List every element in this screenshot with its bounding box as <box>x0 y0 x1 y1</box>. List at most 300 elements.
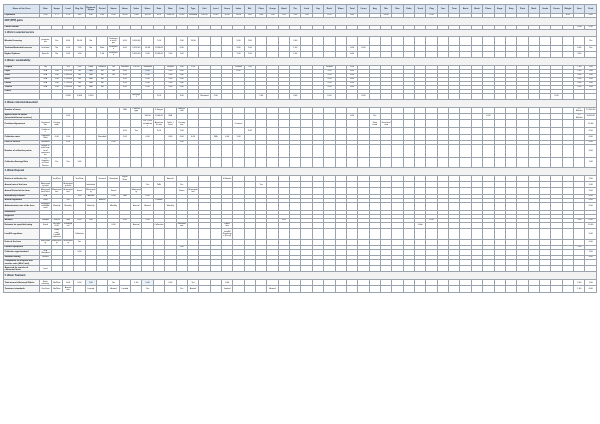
cell-r5-c4[interactable]: 7.00 <box>74 45 85 51</box>
cell-r31-c15[interactable] <box>199 202 210 210</box>
cell-r26-c17[interactable]: 3 Months <box>221 176 232 182</box>
cell-r13-c26[interactable]: 5.00 <box>324 85 335 89</box>
cell-r19-c13[interactable]: Country rate <box>176 120 187 128</box>
cell-r10-c1[interactable]: N/A <box>40 73 51 77</box>
cell-r19-c27[interactable] <box>335 120 346 128</box>
cell-r45-c18[interactable] <box>233 286 244 292</box>
cell-r0-c9[interactable]: 1.500 <box>131 13 142 17</box>
cell-r19-c49[interactable]: 14.00 <box>585 120 597 128</box>
cell-r45-c15[interactable] <box>199 286 210 292</box>
cell-r6-c1[interactable]: Specific <box>40 51 51 57</box>
cell-r31-c33[interactable] <box>403 202 414 210</box>
cell-r37-c3[interactable]: Municipality <box>63 240 73 245</box>
cell-r4-c30[interactable] <box>369 37 380 45</box>
column-header-37[interactable]: Term <box>449 5 460 14</box>
cell-r31-c12[interactable]: Monthly <box>165 202 176 210</box>
column-header-30[interactable]: Avg <box>369 5 380 14</box>
cell-r0-c3[interactable]: 0.79 <box>62 13 73 17</box>
cell-r6-c10[interactable]: 8.00 <box>142 51 153 57</box>
cell-r31-c34[interactable] <box>415 202 426 210</box>
cell-r18-c11[interactable]: 1,000.00 <box>153 113 164 119</box>
cell-r45-c11[interactable] <box>153 286 164 292</box>
cell-r18-c3[interactable]: 2.00 <box>62 113 73 119</box>
cell-r17-c9[interactable]: Contract type <box>132 108 141 113</box>
cell-r11-c3[interactable]: 1,150.00 <box>64 78 73 81</box>
cell-r31-c27[interactable] <box>335 202 346 210</box>
cell-r6-c48[interactable]: 3.00 <box>574 51 585 57</box>
cell-r9-c8[interactable]: 5.00 <box>119 69 130 73</box>
cell-r45-c5[interactable]: Limited <box>85 286 96 292</box>
cell-r4-c27[interactable] <box>335 37 346 45</box>
cell-r45-c40[interactable] <box>483 286 494 292</box>
cell-r0-c22[interactable]: 1.00 <box>278 13 289 17</box>
cell-r4-c24[interactable] <box>301 37 312 45</box>
cell-r44-c49[interactable]: 1.00 <box>585 280 597 286</box>
cell-r19-c15[interactable] <box>199 120 210 128</box>
cell-r23-c21[interactable] <box>267 144 278 157</box>
cell-r28-c3[interactable]: Municipalities <box>63 188 73 193</box>
cell-r24-c19[interactable] <box>244 157 255 168</box>
cell-r9-c6[interactable]: No <box>96 69 107 73</box>
cell-r34-c22[interactable]: 0.00 <box>278 218 289 222</box>
cell-r44-c10[interactable]: 0.00 <box>142 280 153 286</box>
cell-r45-c27[interactable] <box>335 286 346 292</box>
cell-r15-c9[interactable]: Average 1 <box>132 94 141 99</box>
cell-r45-c41[interactable] <box>494 286 505 292</box>
cell-r45-c2[interactable]: No/Rate <box>51 286 62 292</box>
cell-r4-c1[interactable]: programme <box>40 37 51 45</box>
cell-r0-c49[interactable]: 0.00 <box>585 13 597 17</box>
cell-r10-c13[interactable]: 5.00 <box>176 73 187 77</box>
cell-r27-c49[interactable]: 5.00 <box>585 182 597 188</box>
cell-r28-c5[interactable]: Municipality <box>86 188 96 193</box>
cell-r22-c7[interactable]: 0.00 <box>108 140 119 144</box>
cell-r6-c2[interactable]: No <box>51 51 62 57</box>
cell-r36-c48[interactable] <box>574 229 585 240</box>
cell-r6-c23[interactable]: 1.00 <box>290 51 301 57</box>
cell-r31-c2[interactable]: Monthly <box>51 202 62 210</box>
column-header-27[interactable]: Share <box>335 5 346 14</box>
cell-r5-c8[interactable]: 0.00 <box>119 45 130 51</box>
cell-r31-c1[interactable]: Weekly/Monthly/Annual <box>40 202 50 210</box>
cell-r31-c17[interactable] <box>221 202 232 210</box>
cell-r6-c19[interactable]: 1.00 <box>244 51 255 57</box>
cell-r31-c36[interactable] <box>437 202 448 210</box>
cell-r8-c49[interactable]: 1.00 <box>585 65 597 69</box>
cell-r19-c1[interactable]: Organisation <box>40 120 51 128</box>
cell-r5-c10[interactable]: 16.00 <box>142 45 153 51</box>
cell-r12-c48[interactable]: 5.00 <box>574 81 585 85</box>
cell-r5-c3[interactable]: 5.00 <box>62 45 73 51</box>
cell-r44-c12[interactable]: 1.00 <box>165 280 176 286</box>
cell-r4-c38[interactable] <box>460 37 471 45</box>
cell-r23-c16[interactable] <box>210 144 221 157</box>
cell-r8-c13[interactable]: 3.00 <box>176 65 187 69</box>
cell-r24-c1[interactable]: 13 Samples of Town Service <box>41 158 50 167</box>
cell-r13-c5[interactable]: N/A <box>85 85 96 89</box>
cell-r24-c17[interactable] <box>221 157 232 168</box>
cell-r6-c11[interactable]: 2,000.00 <box>153 51 164 57</box>
cell-r45-c21[interactable]: Annual <box>267 286 278 292</box>
cell-r6-c9[interactable]: 5,000.00 <box>131 51 142 57</box>
cell-r4-c48[interactable] <box>574 37 585 45</box>
cell-r39-c4[interactable]: 5.00 <box>74 249 85 255</box>
cell-r31-c16[interactable] <box>210 202 221 210</box>
row-label[interactable]: Treatment standards <box>4 286 40 292</box>
cell-r0-c7[interactable]: 0.00 <box>108 13 119 17</box>
column-header-38[interactable]: Basis <box>460 5 471 14</box>
cell-r0-c23[interactable]: 5.00 <box>290 13 301 17</box>
cell-r23-c3[interactable] <box>62 144 73 157</box>
column-header-35[interactable]: Flag <box>426 5 437 14</box>
cell-r0-c35[interactable]: 0.00 <box>426 13 437 17</box>
cell-r5-c28[interactable]: 0.00 <box>346 45 357 51</box>
cell-r19-c22[interactable] <box>278 120 289 128</box>
cell-r4-c5[interactable]: No <box>85 37 96 45</box>
cell-r8-c9[interactable]: 100.00 <box>131 65 142 69</box>
cell-r4-c25[interactable] <box>312 37 323 45</box>
row-label[interactable]: Annual Period of the form <box>4 188 40 194</box>
cell-r13-c28[interactable]: 0.00 <box>346 85 357 89</box>
column-header-34[interactable]: Trend <box>415 5 426 14</box>
column-header-15[interactable]: Unit <box>199 5 210 14</box>
cell-r36-c10[interactable] <box>142 229 153 240</box>
cell-r29-c8[interactable]: N/A <box>119 194 130 198</box>
cell-r24-c37[interactable] <box>449 157 460 168</box>
cell-r4-c39[interactable] <box>471 37 482 45</box>
column-header-7[interactable]: Status <box>108 5 119 14</box>
cell-r45-c24[interactable] <box>301 286 312 292</box>
row-label[interactable]: Landfill regulation <box>4 229 40 240</box>
cell-r4-c8[interactable]: 0.00 <box>119 37 130 45</box>
cell-r0-c1[interactable]: 0.00 <box>40 13 51 17</box>
cell-r44-c9[interactable]: 1.00 <box>131 280 142 286</box>
cell-r4-c43[interactable] <box>517 37 528 45</box>
row-label[interactable]: Annual regulation <box>4 198 40 202</box>
cell-r31-c35[interactable] <box>426 202 437 210</box>
cell-r4-c33[interactable] <box>403 37 414 45</box>
cell-r4-c47[interactable] <box>562 37 573 45</box>
row-label[interactable]: Prepaid <box>4 65 40 69</box>
cell-r36-c43[interactable] <box>517 229 528 240</box>
cell-r15-c26[interactable]: 0.00 <box>324 93 335 99</box>
cell-r24-c26[interactable] <box>324 157 335 168</box>
cell-r35-c1[interactable]: Fixed <box>40 222 51 228</box>
cell-r10-c49[interactable]: 1.00 <box>585 73 597 77</box>
cell-r36-c41[interactable] <box>494 229 505 240</box>
cell-r45-c39[interactable] <box>471 286 482 292</box>
cell-r19-c39[interactable] <box>471 120 482 128</box>
cell-r12-c1[interactable]: N/A <box>40 81 51 85</box>
cell-r19-c29[interactable] <box>358 120 369 128</box>
cell-r4-c6[interactable] <box>96 37 107 45</box>
cell-r44-c48[interactable]: 5.00 <box>574 280 585 286</box>
cell-r36-c17[interactable]: Landfill Regulation (Level) <box>221 229 232 240</box>
cell-r0-c4[interactable]: 3.40 <box>74 13 85 17</box>
cell-r23-c8[interactable] <box>119 144 130 157</box>
cell-r19-c43[interactable] <box>517 120 528 128</box>
cell-r19-c26[interactable] <box>324 120 335 128</box>
cell-r23-c36[interactable] <box>437 144 448 157</box>
cell-r10-c28[interactable]: 0.00 <box>346 73 357 77</box>
cell-r31-c28[interactable] <box>346 202 357 210</box>
cell-r13-c3[interactable]: 1,400.00 <box>64 86 73 89</box>
cell-r23-c42[interactable] <box>505 144 516 157</box>
cell-r45-c29[interactable] <box>358 286 369 292</box>
cell-r45-c17[interactable]: Limited <box>221 286 232 292</box>
cell-r24-c10[interactable] <box>142 157 153 168</box>
cell-r9-c49[interactable]: 1.00 <box>585 69 597 73</box>
column-header-16[interactable]: Level <box>210 5 221 14</box>
column-header-49[interactable]: Final <box>585 5 597 14</box>
cell-r4-c15[interactable] <box>199 37 210 45</box>
row-label[interactable]: Agreed rates on labour (household-based services) <box>4 113 40 119</box>
cell-r36-c15[interactable] <box>199 229 210 240</box>
cell-r23-c11[interactable] <box>153 144 164 157</box>
cell-r19-c24[interactable] <box>301 120 312 128</box>
column-header-24[interactable]: Limit <box>301 5 312 14</box>
row-label[interactable]: Metal <box>4 77 40 81</box>
cell-r20-c8[interactable]: 5.00 <box>119 128 130 134</box>
cell-r19-c42[interactable] <box>505 120 516 128</box>
cell-r31-c19[interactable] <box>244 202 255 210</box>
row-label[interactable]: Annual rate of the form <box>4 182 40 188</box>
cell-r12-c5[interactable]: N/A <box>85 81 96 85</box>
cell-r27-c10[interactable]: Yes <box>142 182 153 188</box>
cell-r31-c32[interactable] <box>392 202 403 210</box>
cell-r11-c12[interactable]: 2.00 <box>165 77 176 81</box>
cell-r22-c13[interactable]: 5.00 <box>176 140 187 144</box>
cell-r15-c15[interactable]: Standard <box>199 93 210 99</box>
cell-r24-c18[interactable] <box>233 157 244 168</box>
cell-r44-c14[interactable]: Yes <box>187 280 198 286</box>
cell-r28-c49[interactable]: 5.00 <box>585 188 597 194</box>
column-header-41[interactable]: Stage <box>494 5 505 14</box>
cell-r2-c48[interactable]: 75.00 <box>574 25 585 29</box>
cell-r36-c2[interactable]: Fixed rate/ Landfill collection <box>52 229 61 239</box>
cell-r36-c12[interactable] <box>165 229 176 240</box>
cell-r6-c12[interactable]: 1.00 <box>165 51 176 57</box>
cell-r17-c49[interactable]: 12,000.00 <box>585 107 597 113</box>
cell-r0-c19[interactable]: 3.00 <box>244 13 255 17</box>
cell-r0-c12[interactable]: 5000.00 <box>166 14 175 17</box>
cell-r24-c4[interactable]: 1.00 <box>74 157 85 168</box>
cell-r23-c15[interactable] <box>199 144 210 157</box>
cell-r20-c9[interactable]: Yes <box>131 128 142 134</box>
cell-r19-c8[interactable] <box>119 120 130 128</box>
column-header-48[interactable]: Sum <box>574 5 585 14</box>
cell-r4-c2[interactable]: Yes <box>51 37 62 45</box>
cell-r44-c2[interactable]: No/Rate <box>51 280 62 286</box>
cell-r45-c43[interactable] <box>517 286 528 292</box>
cell-r12-c26[interactable]: 5.00 <box>324 81 335 85</box>
cell-r21-c12[interactable]: 0.00 <box>165 134 176 140</box>
cell-r4-c13[interactable]: 2.00 <box>176 37 187 45</box>
cell-r15-c5[interactable]: 5,050 <box>85 93 96 99</box>
cell-r4-c31[interactable] <box>380 37 391 45</box>
cell-r6-c3[interactable]: 5.00 <box>62 51 73 57</box>
cell-r15-c13[interactable]: 3.00 <box>176 93 187 99</box>
cell-r9-c12[interactable]: 2.00 <box>165 69 176 73</box>
cell-r21-c16[interactable]: N/A <box>210 134 221 140</box>
cell-r12-c10[interactable]: 0.00 <box>142 81 153 85</box>
cell-r19-c20[interactable] <box>256 120 267 128</box>
cell-r26-c2[interactable]: Yes/Rate <box>51 176 62 182</box>
cell-r19-c33[interactable] <box>403 120 414 128</box>
cell-r45-c26[interactable] <box>324 286 335 292</box>
cell-r34-c3[interactable]: N/A <box>62 218 73 222</box>
cell-r45-c33[interactable] <box>403 286 414 292</box>
cell-r19-c45[interactable] <box>540 120 551 128</box>
cell-r10-c5[interactable]: N/A <box>85 73 96 77</box>
cell-r18-c12[interactable]: N/A <box>165 113 176 119</box>
cell-r39-c1[interactable]: N/A Standard <box>41 250 50 255</box>
cell-r10-c8[interactable]: 5.00 <box>119 73 130 77</box>
row-label[interactable]: Estimate for specified rating <box>4 222 40 228</box>
cell-r20-c49[interactable]: 0.50 <box>585 128 597 134</box>
cell-r45-c44[interactable] <box>528 286 539 292</box>
column-header-6[interactable]: Period <box>96 5 107 14</box>
cell-r4-c9[interactable]: 5,000.00 <box>131 37 142 45</box>
cell-r5-c5[interactable]: No <box>85 45 96 51</box>
cell-r36-c4[interactable]: Collection <box>74 229 85 240</box>
cell-r24-c29[interactable] <box>358 157 369 168</box>
cell-r24-c43[interactable] <box>517 157 528 168</box>
cell-r6-c4[interactable]: 1.00 <box>74 51 85 57</box>
cell-r18-c49[interactable]: 8,000.00 <box>585 113 597 119</box>
cell-r24-c12[interactable] <box>165 157 176 168</box>
cell-r31-c29[interactable] <box>358 202 369 210</box>
row-label[interactable]: Population <box>4 13 40 17</box>
cell-r29-c4[interactable]: 1.00 <box>74 194 85 198</box>
cell-r45-c9[interactable] <box>131 286 142 292</box>
column-header-19[interactable]: Ref. <box>244 5 255 14</box>
cell-r4-c35[interactable] <box>426 37 437 45</box>
cell-r45-c31[interactable] <box>380 286 391 292</box>
cell-r23-c39[interactable] <box>471 144 482 157</box>
cell-r17-c11[interactable]: 5 Stages <box>153 107 164 113</box>
column-header-12[interactable]: Rate <box>165 5 176 14</box>
cell-r19-c17[interactable] <box>221 120 232 128</box>
cell-r36-c20[interactable] <box>256 229 267 240</box>
row-label[interactable]: Notice of collection for <box>4 176 40 182</box>
cell-r11-c6[interactable]: No <box>96 77 107 81</box>
cell-r5-c18[interactable]: 3.00 <box>233 45 244 51</box>
cell-r23-c44[interactable] <box>528 144 539 157</box>
column-header-23[interactable]: Tier <box>290 5 301 14</box>
cell-r37-c49[interactable]: 0.00 <box>585 239 597 245</box>
cell-r45-c25[interactable] <box>312 286 323 292</box>
cell-r23-c34[interactable] <box>415 144 426 157</box>
cell-r34-c4[interactable]: 0.00 <box>74 218 85 222</box>
column-header-46[interactable]: Factor <box>551 5 562 14</box>
cell-r11-c5[interactable]: N/A <box>85 77 96 81</box>
cell-r23-c31[interactable] <box>380 144 391 157</box>
cell-r23-c20[interactable] <box>256 144 267 157</box>
cell-r0-c15[interactable]: 100.00 <box>199 13 210 17</box>
row-label[interactable]: Number of items <box>4 107 40 113</box>
cell-r11-c26[interactable]: 5.00 <box>324 77 335 81</box>
cell-r0-c5[interactable]: 9.00 <box>85 13 96 17</box>
cell-r24-c30[interactable] <box>369 157 380 168</box>
cell-r12-c4[interactable]: Yes <box>74 81 85 85</box>
cell-r15-c29[interactable]: 0.00 <box>358 93 369 99</box>
cell-r26-c8[interactable]: Equal Rate <box>119 176 130 182</box>
cell-r28-c1[interactable]: Municipalities/Cities <box>40 188 50 193</box>
cell-r28-c2[interactable]: Municipalities <box>52 188 62 193</box>
cell-r8-c6[interactable]: Bilateral <box>98 66 106 69</box>
cell-r36-c44[interactable] <box>528 229 539 240</box>
cell-r26-c49[interactable]: 2.00 <box>585 176 597 182</box>
cell-r23-c30[interactable] <box>369 144 380 157</box>
cell-r4-c16[interactable] <box>210 37 221 45</box>
cell-r21-c13[interactable]: 0.00 <box>176 134 187 140</box>
cell-r24-c32[interactable] <box>392 157 403 168</box>
cell-r24-c42[interactable] <box>505 157 516 168</box>
cell-r12-c8[interactable]: 5.00 <box>119 81 130 85</box>
cell-r4-c41[interactable] <box>494 37 505 45</box>
cell-r31-c31[interactable] <box>380 202 391 210</box>
row-label[interactable]: Others <box>4 89 40 93</box>
cell-r8-c4[interactable]: 5.00 <box>74 65 85 69</box>
cell-r36-c37[interactable] <box>449 229 460 240</box>
cell-r4-c42[interactable] <box>505 37 516 45</box>
cell-r35-c13[interactable]: Standard rate <box>177 223 186 228</box>
cell-r24-c23[interactable] <box>290 157 301 168</box>
cell-r19-c23[interactable] <box>290 120 301 128</box>
cell-r6-c18[interactable]: 1.00 <box>233 51 244 57</box>
cell-r8-c26[interactable]: Limited <box>324 65 335 69</box>
cell-r24-c6[interactable] <box>96 157 107 168</box>
cell-r36-c49[interactable]: 5.00 <box>585 229 597 240</box>
cell-r36-c5[interactable] <box>85 229 96 240</box>
cell-r10-c48[interactable]: 5.00 <box>574 73 585 77</box>
cell-r23-c10[interactable] <box>142 144 153 157</box>
row-label[interactable]: Technical/Industrial courses <box>4 45 40 51</box>
cell-r31-c14[interactable] <box>187 202 198 210</box>
cell-r9-c5[interactable]: N/A <box>85 69 96 73</box>
cell-r4-c23[interactable]: 3.00 <box>290 37 301 45</box>
cell-r24-c3[interactable]: Yes <box>62 157 73 168</box>
cell-r21-c6[interactable]: Standard <box>96 134 107 140</box>
row-label[interactable]: Total annual efficiency/ Effects <box>4 280 40 286</box>
cell-r5-c49[interactable]: Yes <box>585 45 597 51</box>
cell-r8-c28[interactable]: 3.00 <box>346 65 357 69</box>
cell-r20-c13[interactable]: 5.00 <box>176 128 187 134</box>
cell-r36-c22[interactable] <box>278 229 289 240</box>
cell-r4-c10[interactable] <box>142 37 153 45</box>
cell-r36-c39[interactable] <box>471 229 482 240</box>
cell-r31-c22[interactable] <box>278 202 289 210</box>
cell-r4-c29[interactable] <box>358 37 369 45</box>
cell-r8-c7[interactable]: Yes <box>108 65 119 69</box>
cell-r4-c40[interactable] <box>483 37 494 45</box>
cell-r45-c32[interactable] <box>392 286 403 292</box>
cell-r24-c41[interactable] <box>494 157 505 168</box>
cell-r24-c44[interactable] <box>528 157 539 168</box>
column-header-2[interactable]: Scope <box>51 5 62 14</box>
cell-r4-c12[interactable] <box>165 37 176 45</box>
cell-r36-c36[interactable] <box>437 229 448 240</box>
cell-r19-c4[interactable] <box>74 120 85 128</box>
cell-r23-c25[interactable] <box>312 144 323 157</box>
row-label[interactable]: Collection Average Rate <box>4 157 40 168</box>
cell-r24-c27[interactable] <box>335 157 346 168</box>
cell-r2-c49[interactable]: 0.50 <box>585 25 597 29</box>
cell-r24-c35[interactable] <box>426 157 437 168</box>
cell-r19-c7[interactable] <box>108 120 119 128</box>
cell-r15-c11[interactable]: 2.00 <box>153 93 164 99</box>
